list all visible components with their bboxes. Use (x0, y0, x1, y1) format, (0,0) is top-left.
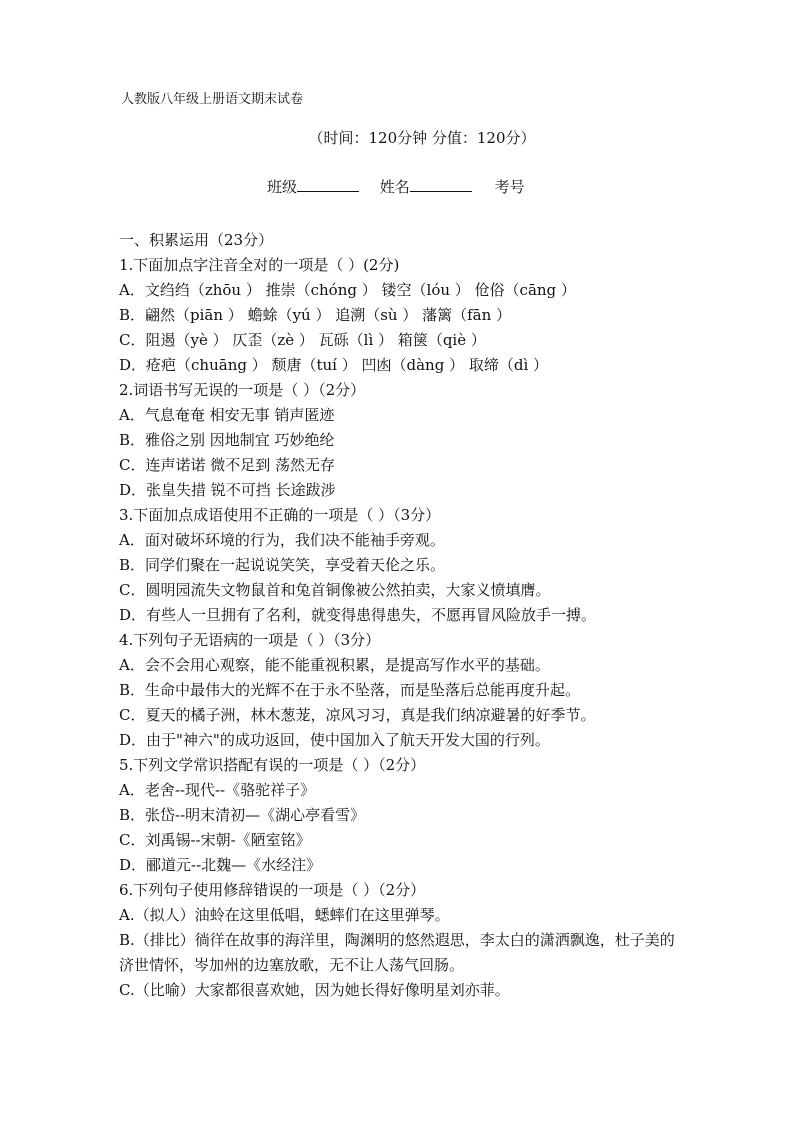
class-field (267, 176, 359, 197)
exam-number-field (495, 176, 525, 197)
question-option: D．有些人一旦拥有了名利，就变得患得患失，不愿再冒风险放手一搏。 (119, 606, 597, 624)
question-stem: 4.下列句子无语病的一项是（ ）（3分） (119, 631, 381, 649)
section-heading: 一、积累运用（23分） (119, 231, 274, 249)
exam-meta (0, 127, 794, 148)
question-option: C．阻遏（yè ） 仄歪（zè ） 瓦砾（lì ） 箱箧（qiè ） (119, 331, 486, 349)
question-stem: 5.下列文学常识搭配有误的一项是（ ）（2分） (119, 756, 426, 774)
question-stem: 3.下面加点成语使用不正确的一项是（ ）（3分） (119, 506, 441, 524)
question-option: A．文绉绉（zhōu ） 推崇（chóng ） 镂空（lóu ） 伧俗（cāng ） (119, 281, 576, 299)
question-option: C.（比喻）大家都很喜欢她，因为她长得好像明星刘亦菲。 (119, 981, 510, 999)
question-option: B．雅俗之别 因地制宜 巧妙绝纶 (119, 431, 335, 449)
exam-body (119, 228, 679, 1003)
question-option: D．疮疤（chuāng ） 颓唐（tuí ） 凹凼（dàng ） 取缔（dì ） (119, 356, 549, 374)
student-info-fields (267, 176, 541, 197)
question-option: A.（拟人）油蛉在这里低唱，蟋蟀们在这里弹琴。 (119, 906, 450, 924)
question-stem: 1.下面加点字注音全对的一项是（ ）(2分) (119, 256, 400, 274)
name-blank (410, 177, 472, 192)
class-label: 班级 (267, 178, 298, 196)
question-option: C．夏天的橘子洲，林木葱茏，凉风习习，真是我们纳凉避暑的好季节。 (119, 706, 596, 724)
name-label: 姓名 (379, 178, 410, 196)
question-stem: 2.词语书写无误的一项是（ ）（2分） (119, 381, 366, 399)
question-option: C．刘禹锡--宋朝-《陋室铭》 (119, 831, 311, 849)
question-option: B．翩然（piān ） 蟾蜍（yú ） 追溯（sù ） 藩篱（fān ） (119, 306, 512, 324)
exam-number-label: 考号 (494, 178, 525, 196)
question-option: D．郦道元--北魏—《水经注》 (119, 856, 322, 874)
question-option: A．面对破坏环境的行为，我们决不能袖手旁观。 (119, 531, 445, 549)
name-field (380, 176, 472, 197)
question-option: B．生命中最伟大的光辉不在于永不坠落，而是坠落后总能再度升起。 (119, 681, 581, 699)
question-option: B．同学们聚在一起说说笑笑，享受着天伦之乐。 (119, 556, 446, 574)
question-option: B.（排比）徜徉在故事的海洋里，陶渊明的悠然遐思，李太白的潇洒飘逸，杜子美的济世情怀，岑加州的边塞放歌，无不让人荡气回肠。 (119, 931, 675, 974)
time-and-score: （时间：120分钟 分值：120分） (308, 129, 536, 147)
question-option: A．气息奄奄 相安无事 销声匿迹 (119, 406, 335, 424)
question-option: B．张岱--明末清初—《湖心亭看雪》 (119, 806, 366, 824)
question-option: C．圆明园流失文物鼠首和兔首铜像被公然拍卖，大家义愤填膺。 (119, 581, 551, 599)
document-title: 人教版八年级上册语文期末试卷 (121, 92, 304, 107)
question-option: A．会不会用心观察，能不能重视积累，是提高写作水平的基础。 (119, 656, 550, 674)
question-stem: 6.下列句子使用修辞错误的一项是（ ）（2分） (119, 881, 426, 899)
question-option: A．老舍--现代--《骆驼祥子》 (119, 781, 316, 799)
class-blank (297, 177, 359, 192)
question-option: D．由于"神六"的成功返回，使中国加入了航天开发大国的行列。 (119, 731, 550, 749)
question-option: C．连声诺诺 微不足到 荡然无存 (119, 456, 336, 474)
question-option: D．张皇失措 锐不可挡 长途跋涉 (119, 481, 336, 499)
